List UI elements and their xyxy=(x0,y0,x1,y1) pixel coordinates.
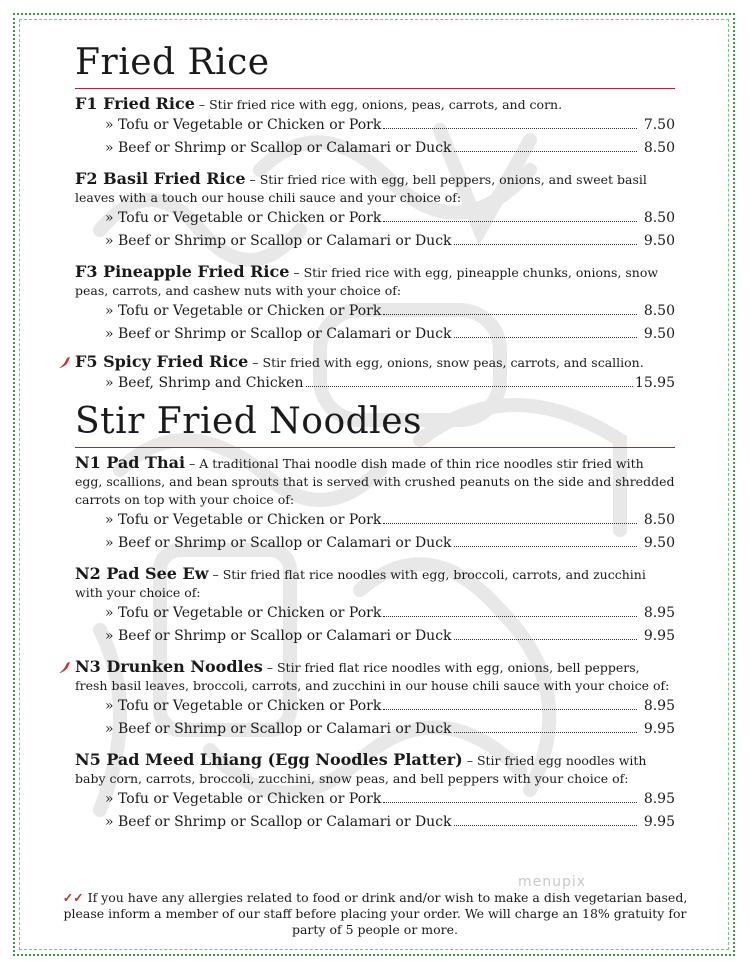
price-option-label: » Beef or Shrimp or Scallop or Calamari or Duck xyxy=(105,721,452,737)
menu-item-description: – Stir fried flat rice noodles with egg, broccoli, carrots, and zucchini with your choice of: xyxy=(75,567,646,600)
price-option-label: » Beef or Shrimp or Scallop or Calamari or Duck xyxy=(105,140,452,156)
menu-item-name: F3 Pineapple Fried Rice xyxy=(75,262,290,281)
dot-leader xyxy=(454,545,637,547)
price: 9.50 xyxy=(643,326,675,342)
price: 8.95 xyxy=(643,605,675,621)
price: 8.50 xyxy=(643,303,675,319)
price-option-label: » Tofu or Vegetable or Chicken or Pork xyxy=(105,791,382,807)
section-rule xyxy=(75,447,675,448)
chili-pepper-icon xyxy=(58,355,72,369)
menu-item xyxy=(75,658,675,741)
price-option-row xyxy=(75,300,675,323)
price-option-row xyxy=(75,323,675,346)
price: 9.95 xyxy=(643,721,675,737)
menu-item-heading xyxy=(75,353,675,372)
price-option-row xyxy=(75,230,675,253)
dot-leader xyxy=(383,313,637,315)
price-option-label: » Beef or Shrimp or Scallop or Calamari or Duck xyxy=(105,535,452,551)
menu-item xyxy=(75,353,675,395)
menu-item-heading xyxy=(75,751,675,788)
dot-leader xyxy=(383,615,637,617)
price: 9.50 xyxy=(643,535,675,551)
dot-leader xyxy=(454,731,637,733)
dot-leader xyxy=(454,824,637,826)
price-option-row xyxy=(75,602,675,625)
menu-item-heading xyxy=(75,263,675,300)
menu-item-heading xyxy=(75,565,675,602)
price-option-row xyxy=(75,509,675,532)
price-option-label: » Beef or Shrimp or Scallop or Calamari or Duck xyxy=(105,233,452,249)
section-title: Fried Rice xyxy=(75,42,270,83)
price-option-label: » Tofu or Vegetable or Chicken or Pork xyxy=(105,698,382,714)
menu-item-name: F2 Basil Fried Rice xyxy=(75,169,246,188)
menu-item-heading xyxy=(75,658,675,695)
menu-item-name: F5 Spicy Fried Rice xyxy=(75,352,249,371)
menu-item-description: – Stir fried flat rice noodles with egg, onions, bell peppers, fresh basil leaves, broccoli, carrots, and zucchini in our house chili sauce with your choice of: xyxy=(75,660,670,693)
menu-item-name: N2 Pad See Ew xyxy=(75,564,209,583)
price: 15.95 xyxy=(634,375,675,391)
price-option-row xyxy=(75,625,675,648)
watermark-brand: menupix xyxy=(518,874,587,890)
dot-leader xyxy=(383,801,637,803)
price-option-label: » Beef or Shrimp or Scallop or Calamari or Duck xyxy=(105,628,452,644)
menu-item xyxy=(75,263,675,346)
price-option-label: » Beef or Shrimp or Scallop or Calamari or Duck xyxy=(105,814,452,830)
dot-leader xyxy=(383,522,637,524)
price-option-label: » Tofu or Vegetable or Chicken or Pork xyxy=(105,210,382,226)
price-option-label: » Beef, Shrimp and Chicken xyxy=(105,375,304,391)
price-option-label: » Tofu or Vegetable or Chicken or Pork xyxy=(105,605,382,621)
price-option-label: » Tofu or Vegetable or Chicken or Pork xyxy=(105,512,382,528)
menu-item-description: – A traditional Thai noodle dish made of thin rice noodles stir fried with egg, scallions, and bean sprouts that is served with crushed peanuts on the side and shredded carrots on top with your choice of: xyxy=(75,456,675,507)
price: 8.50 xyxy=(643,210,675,226)
dot-leader xyxy=(383,708,637,710)
menu-item-description: – Stir fried with egg, onions, snow peas, carrots, and scallion. xyxy=(248,355,644,370)
price-option-row xyxy=(75,114,675,137)
price-option-row xyxy=(75,137,675,160)
price-option-label: » Tofu or Vegetable or Chicken or Pork xyxy=(105,117,382,133)
menu-item-description: – Stir fried rice with egg, pineapple chunks, onions, snow peas, carrots, and cashew nuts with your choice of: xyxy=(75,265,659,298)
check-icon: ✓✓ xyxy=(62,890,84,905)
menu-item-description: – Stir fried egg noodles with baby corn, carrots, broccoli, zucchini, snow peas, and bell peppers with your choice of: xyxy=(75,753,647,786)
price-option-label: » Tofu or Vegetable or Chicken or Pork xyxy=(105,303,382,319)
price-option-row xyxy=(75,207,675,230)
menu-item-heading xyxy=(75,454,675,509)
price-option-row xyxy=(75,718,675,741)
allergy-note-text: If you have any allergies related to food or drink and/or wish to make a dish vegetarian based, please inform a member of our staff before placing your order. We will charge an 18% gratuity for party of 5 people or more. xyxy=(63,890,688,937)
price-option-label: » Beef or Shrimp or Scallop or Calamari or Duck xyxy=(105,326,452,342)
menu-item xyxy=(75,751,675,834)
menu-item-heading xyxy=(75,95,675,114)
section-rule xyxy=(75,88,675,89)
menu-item-name: N1 Pad Thai xyxy=(75,453,186,472)
section-title: Stir Fried Noodles xyxy=(75,401,422,442)
dot-leader xyxy=(454,150,637,152)
menu-item-name: N5 Pad Meed Lhiang (Egg Noodles Platter) xyxy=(75,750,463,769)
allergy-note xyxy=(55,890,695,938)
dot-leader xyxy=(306,385,633,387)
price: 9.95 xyxy=(643,628,675,644)
menu-item-description: – Stir fried rice with egg, onions, peas, carrots, and corn. xyxy=(194,97,563,112)
price: 8.95 xyxy=(643,791,675,807)
dot-leader xyxy=(454,243,637,245)
dot-leader xyxy=(454,336,637,338)
price: 8.95 xyxy=(643,698,675,714)
price-option-row xyxy=(75,695,675,718)
price: 8.50 xyxy=(643,140,675,156)
menu-item xyxy=(75,454,675,555)
price-option-row xyxy=(75,532,675,555)
menu-item xyxy=(75,565,675,648)
menu-item-heading xyxy=(75,170,675,207)
price-option-row xyxy=(75,811,675,834)
menu-item-name: F1 Fried Rice xyxy=(75,94,195,113)
price-option-row xyxy=(75,788,675,811)
price: 9.50 xyxy=(643,233,675,249)
dot-leader xyxy=(383,220,637,222)
menu-content xyxy=(75,40,675,834)
menu-item xyxy=(75,95,675,160)
price: 7.50 xyxy=(643,117,675,133)
price-option-row xyxy=(75,372,675,395)
menu-item-name: N3 Drunken Noodles xyxy=(75,657,263,676)
chili-pepper-icon xyxy=(58,660,72,674)
price: 8.50 xyxy=(643,512,675,528)
dot-leader xyxy=(454,638,637,640)
menu-item-description: – Stir fried rice with egg, bell peppers, onions, and sweet basil leaves with a touch our house chili sauce and your choice of: xyxy=(75,172,647,205)
price: 9.95 xyxy=(643,814,675,830)
menu-item xyxy=(75,170,675,253)
dot-leader xyxy=(383,127,637,129)
